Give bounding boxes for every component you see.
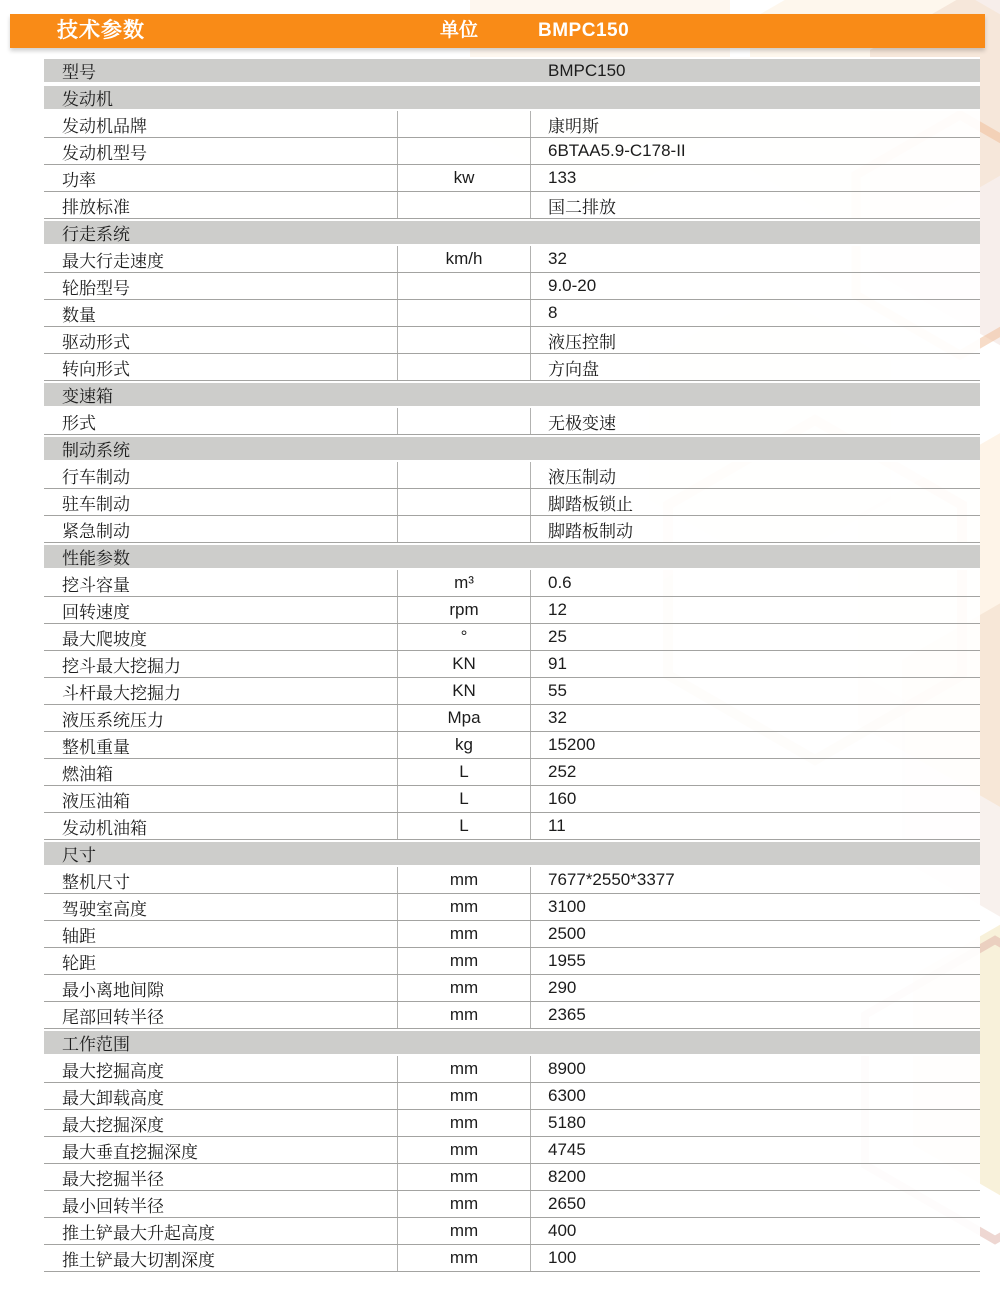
param-name: 轮胎型号 xyxy=(62,278,130,298)
spec-row xyxy=(44,246,980,273)
param-unit: mm xyxy=(397,894,531,920)
param-name: 液压油箱 xyxy=(62,791,130,811)
param-unit: mm xyxy=(397,921,531,947)
param-value: 9.0-20 xyxy=(548,276,597,295)
spec-row xyxy=(44,975,980,1002)
param-unit: Mpa xyxy=(397,705,531,731)
param-unit xyxy=(397,192,531,218)
param-unit: KN xyxy=(397,678,531,704)
param-value: 方向盘 xyxy=(548,359,599,379)
spec-row xyxy=(44,1056,980,1083)
param-unit: KN xyxy=(397,651,531,677)
param-unit: L xyxy=(397,813,531,839)
param-name: 功率 xyxy=(62,170,96,190)
param-unit: L xyxy=(397,786,531,812)
param-name: 最大垂直挖掘深度 xyxy=(62,1142,198,1162)
param-value: 32 xyxy=(548,249,567,268)
param-name: 推土铲最大切割深度 xyxy=(62,1250,215,1270)
param-unit: km/h xyxy=(397,246,531,272)
param-name: 最大挖掘高度 xyxy=(62,1061,164,1081)
param-value: 8 xyxy=(548,303,558,322)
spec-row xyxy=(44,273,980,300)
param-value: 康明斯 xyxy=(548,116,599,136)
param-unit: mm xyxy=(397,1002,531,1028)
param-value: 国二排放 xyxy=(548,197,616,217)
param-unit: mm xyxy=(397,948,531,974)
page-title: 技术参数 xyxy=(57,19,145,42)
param-name: 最大挖掘半径 xyxy=(62,1169,164,1189)
section-header-row xyxy=(44,435,980,462)
param-name: 型号 xyxy=(62,63,96,82)
param-name: 燃油箱 xyxy=(62,764,113,784)
param-value: 91 xyxy=(548,654,567,673)
param-name: 挖斗容量 xyxy=(62,575,130,595)
param-name: 形式 xyxy=(62,413,96,433)
param-unit: mm xyxy=(397,1164,531,1190)
param-value: 1955 xyxy=(548,951,586,970)
spec-row xyxy=(44,651,980,678)
param-unit: mm xyxy=(397,1191,531,1217)
spec-row xyxy=(44,813,980,840)
spec-row xyxy=(44,1083,980,1110)
param-value: 25 xyxy=(548,627,567,646)
param-unit: ° xyxy=(397,624,531,650)
spec-row xyxy=(44,678,980,705)
param-value: 2500 xyxy=(548,924,586,943)
param-name: 最小离地间隙 xyxy=(62,980,164,1000)
section-title: 制动系统 xyxy=(62,441,130,460)
param-value: 290 xyxy=(548,978,577,997)
param-value: 252 xyxy=(548,762,577,781)
param-name: 排放标准 xyxy=(62,197,130,217)
table-header-bar xyxy=(10,14,985,48)
section-title: 尺寸 xyxy=(62,846,96,865)
param-unit: mm xyxy=(397,1218,531,1244)
param-unit xyxy=(397,111,531,137)
param-name: 尾部回转半径 xyxy=(62,1007,164,1027)
param-name: 转向形式 xyxy=(62,359,130,379)
param-unit: mm xyxy=(397,1137,531,1163)
param-unit: kw xyxy=(397,165,531,191)
spec-row xyxy=(44,111,980,138)
param-unit xyxy=(397,516,531,542)
param-value: 32 xyxy=(548,708,567,727)
spec-row xyxy=(44,489,980,516)
param-value: BMPC150 xyxy=(548,60,626,80)
param-name: 整机尺寸 xyxy=(62,872,130,892)
param-value: 4745 xyxy=(548,1140,586,1159)
spec-row xyxy=(44,300,980,327)
param-value: 3100 xyxy=(548,897,586,916)
spec-row xyxy=(44,705,980,732)
section-header-row xyxy=(44,219,980,246)
param-value: 8200 xyxy=(548,1167,586,1186)
param-unit xyxy=(397,462,531,488)
param-value: 脚踏板锁止 xyxy=(548,494,633,514)
spec-row xyxy=(44,354,980,381)
param-name: 数量 xyxy=(62,305,96,325)
param-name: 驱动形式 xyxy=(62,332,130,352)
param-value: 133 xyxy=(548,168,577,187)
param-name: 斗杆最大挖掘力 xyxy=(62,683,181,703)
param-unit: mm xyxy=(397,975,531,1001)
param-value: 2650 xyxy=(548,1194,586,1213)
spec-row xyxy=(44,570,980,597)
param-name: 轴距 xyxy=(62,926,96,946)
param-name: 回转速度 xyxy=(62,602,130,622)
param-name: 挖斗最大挖掘力 xyxy=(62,656,181,676)
param-name: 最大行走速度 xyxy=(62,251,164,271)
section-title: 变速箱 xyxy=(62,387,113,406)
param-unit: mm xyxy=(397,1245,531,1271)
param-name: 最大爬坡度 xyxy=(62,629,147,649)
param-value: 100 xyxy=(548,1248,577,1267)
spec-row xyxy=(44,1137,980,1164)
param-name: 发动机品牌 xyxy=(62,116,147,136)
section-title: 性能参数 xyxy=(62,549,130,568)
spec-row xyxy=(44,1002,980,1029)
spec-row xyxy=(44,165,980,192)
spec-row xyxy=(44,786,980,813)
param-unit: rpm xyxy=(397,597,531,623)
spec-row xyxy=(44,192,980,219)
section-header-row xyxy=(44,543,980,570)
param-name: 驾驶室高度 xyxy=(62,899,147,919)
param-name: 紧急制动 xyxy=(62,521,130,541)
param-unit xyxy=(397,300,531,326)
param-name: 推土铲最大升起高度 xyxy=(62,1223,215,1243)
section-header-row xyxy=(44,840,980,867)
param-unit xyxy=(397,59,531,82)
spec-row xyxy=(44,921,980,948)
spec-row xyxy=(44,1218,980,1245)
spec-row xyxy=(44,327,980,354)
spec-row xyxy=(44,408,980,435)
spec-row xyxy=(44,516,980,543)
param-value: 7677*2550*3377 xyxy=(548,870,675,889)
param-name: 行车制动 xyxy=(62,467,130,487)
param-unit: L xyxy=(397,759,531,785)
param-value: 400 xyxy=(548,1221,577,1240)
model-column-header: BMPC150 xyxy=(538,20,630,41)
section-header-row xyxy=(44,381,980,408)
section-title: 行走系统 xyxy=(62,225,130,244)
param-value: 液压制动 xyxy=(548,467,616,487)
param-unit: mm xyxy=(397,1083,531,1109)
param-unit xyxy=(397,138,531,164)
param-unit xyxy=(397,354,531,380)
param-name: 发动机油箱 xyxy=(62,818,147,838)
param-unit xyxy=(397,273,531,299)
param-value: 8900 xyxy=(548,1059,586,1078)
section-header-row xyxy=(44,1029,980,1056)
param-unit xyxy=(397,489,531,515)
spec-row xyxy=(44,867,980,894)
param-unit: kg xyxy=(397,732,531,758)
spec-row xyxy=(44,1245,980,1272)
section-title: 工作范围 xyxy=(62,1035,130,1054)
spec-row xyxy=(44,759,980,786)
param-value: 6BTAA5.9-C178-II xyxy=(548,141,686,160)
spec-row xyxy=(44,732,980,759)
spec-row xyxy=(44,1164,980,1191)
param-unit: mm xyxy=(397,1056,531,1082)
spec-row xyxy=(44,57,980,84)
param-unit xyxy=(397,408,531,434)
param-name: 最小回转半径 xyxy=(62,1196,164,1216)
spec-row xyxy=(44,462,980,489)
param-value: 55 xyxy=(548,681,567,700)
param-value: 15200 xyxy=(548,735,596,754)
spec-row xyxy=(44,138,980,165)
param-name: 发动机型号 xyxy=(62,143,147,163)
param-name: 驻车制动 xyxy=(62,494,130,514)
spec-row xyxy=(44,597,980,624)
param-unit: mm xyxy=(397,1110,531,1136)
param-value: 11 xyxy=(548,816,566,835)
param-name: 液压系统压力 xyxy=(62,710,164,730)
spec-table xyxy=(44,57,980,1272)
param-value: 2365 xyxy=(548,1005,586,1024)
param-value: 0.6 xyxy=(548,573,572,592)
param-value: 无极变速 xyxy=(548,413,616,433)
param-value: 160 xyxy=(548,789,577,808)
param-unit: mm xyxy=(397,867,531,893)
param-value: 脚踏板制动 xyxy=(548,521,633,541)
param-unit xyxy=(397,327,531,353)
param-name: 整机重量 xyxy=(62,737,130,757)
param-name: 轮距 xyxy=(62,953,96,973)
spec-row xyxy=(44,1110,980,1137)
spec-row xyxy=(44,1191,980,1218)
param-unit: m³ xyxy=(397,570,531,596)
unit-column-header: 单位 xyxy=(440,20,479,41)
spec-row xyxy=(44,894,980,921)
param-value: 12 xyxy=(548,600,567,619)
param-value: 液压控制 xyxy=(548,332,616,352)
spec-row xyxy=(44,948,980,975)
spec-row xyxy=(44,624,980,651)
param-name: 最大卸载高度 xyxy=(62,1088,164,1108)
section-title: 发动机 xyxy=(62,90,113,109)
param-value: 5180 xyxy=(548,1113,586,1132)
param-value: 6300 xyxy=(548,1086,586,1105)
section-header-row xyxy=(44,84,980,111)
param-name: 最大挖掘深度 xyxy=(62,1115,164,1135)
